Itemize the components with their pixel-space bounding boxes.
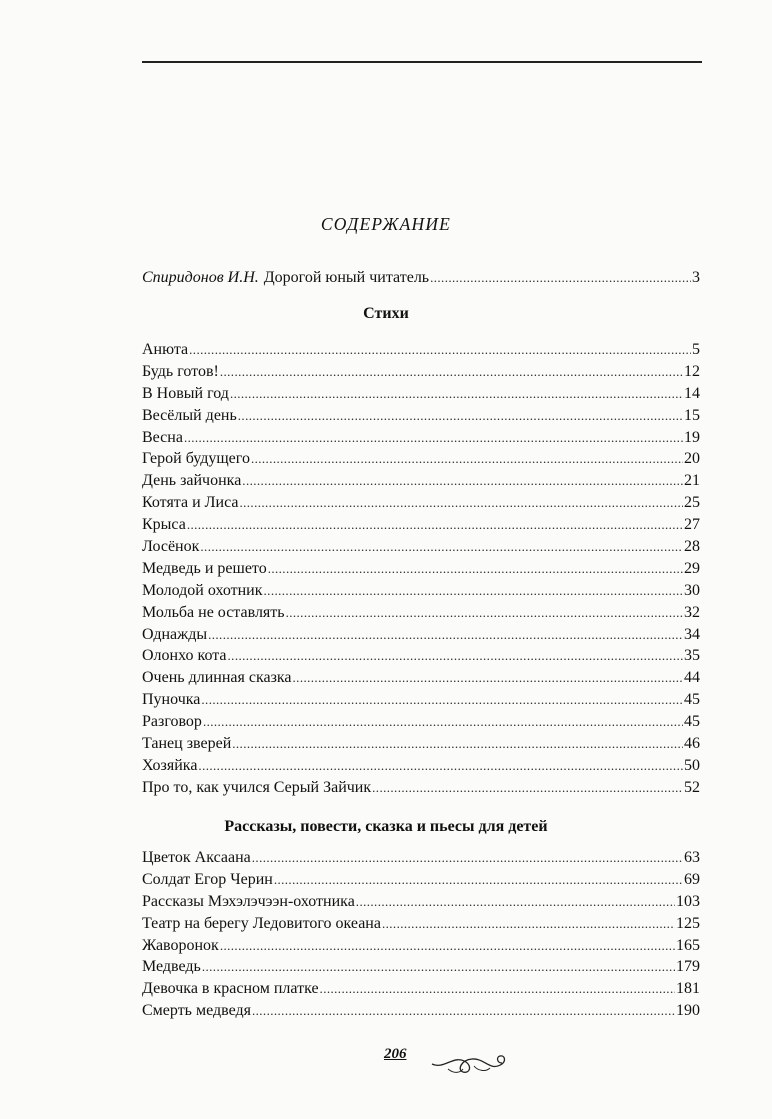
dot-leader [239, 492, 683, 514]
entry-page-number: 52 [684, 778, 700, 796]
toc-entry [142, 383, 700, 405]
dot-leader [203, 711, 683, 733]
dot-leader [208, 624, 683, 646]
dot-leader [382, 913, 675, 935]
entry-page-number: 30 [684, 581, 700, 599]
entry-page-number: 103 [676, 892, 700, 910]
dot-leader [230, 383, 683, 405]
entry-title: Анюта [142, 341, 189, 358]
entry-title: Очень длинная сказка [142, 669, 292, 687]
entry-title: Жаворонок [142, 936, 219, 954]
dot-leader [286, 602, 683, 624]
entry-title: Молодой охотник [142, 581, 263, 599]
entry-list-poems [142, 339, 700, 799]
dot-leader [242, 470, 683, 492]
entry-title: Герой будущего [142, 450, 250, 468]
entry-page-number: 35 [684, 647, 700, 665]
entry-title: Про то, как учился Серый Зайчик [142, 778, 372, 796]
toc-entry [142, 492, 700, 514]
dot-leader [202, 956, 675, 978]
dot-leader [356, 891, 675, 913]
dot-leader [320, 978, 675, 1000]
dot-leader [228, 645, 683, 667]
entry-list-prose [142, 847, 700, 1022]
entry-title: Весна [142, 428, 183, 446]
entry-title: Хозяйка [142, 756, 198, 774]
entry-title: Мольба не оставлять [142, 603, 285, 621]
toc-entry [142, 956, 700, 978]
toc-entry-intro [142, 267, 700, 289]
dot-leader [238, 405, 683, 427]
page-title: СОДЕРЖАНИЕ [320, 214, 452, 234]
entry-page-number: 15 [684, 406, 700, 424]
section-heading-prose: Рассказы, повести, сказка и пьесы для детей [224, 818, 548, 835]
entry-page-number: 181 [676, 980, 700, 998]
entry-page-number: 12 [684, 362, 700, 380]
entry-page-number: 45 [684, 713, 700, 731]
entry-title: Пуночка [142, 691, 201, 709]
entry-page-number: 28 [684, 538, 700, 556]
dot-leader [274, 869, 683, 891]
entry-title: Лосёнок [142, 538, 200, 556]
entry-title: Весёлый день [142, 406, 237, 424]
toc-entry [142, 602, 700, 624]
entry-title: Медведь [142, 958, 201, 976]
intro-title: Дорогой юный читатель [263, 269, 430, 286]
entry-title: В Новый год [142, 384, 229, 402]
entry-page-number: 50 [684, 756, 700, 774]
toc-entry [142, 733, 700, 755]
entry-title: День зайчонка [142, 472, 242, 490]
entry-title: Солдат Егор Черин [142, 870, 273, 888]
dot-leader [268, 558, 683, 580]
toc-entry [142, 755, 700, 777]
dot-leader [184, 427, 683, 449]
dot-leader [372, 777, 683, 799]
toc-entry [142, 514, 700, 536]
dot-leader [189, 339, 691, 361]
entry-page-number: 46 [684, 735, 700, 753]
toc-entry [142, 470, 700, 492]
dot-leader [201, 689, 683, 711]
dot-leader [200, 536, 683, 558]
entry-title: Будь готов! [142, 362, 219, 380]
toc-entry [142, 536, 700, 558]
page-number: 206 [384, 1046, 407, 1062]
entry-page-number: 25 [684, 494, 700, 512]
entry-page-number: 179 [676, 958, 700, 976]
intro-page: 3 [692, 269, 700, 286]
toc-entry [142, 427, 700, 449]
dot-leader [251, 448, 683, 470]
entry-page-number: 5 [692, 341, 700, 358]
flourish-ornament-icon [430, 1048, 510, 1078]
entry-title: Рассказы Мэхэлэчээн-охотника [142, 892, 355, 910]
entry-page-number: 19 [684, 428, 700, 446]
entry-page-number: 27 [684, 516, 700, 534]
entry-page-number: 21 [684, 472, 700, 490]
entry-title: Разговор [142, 713, 202, 731]
toc-entry [142, 448, 700, 470]
entry-page-number: 165 [676, 936, 700, 954]
section-heading-poems: Стихи [363, 305, 409, 322]
dot-leader [187, 514, 683, 536]
entry-title: Крыса [142, 516, 186, 534]
toc-entry [142, 711, 700, 733]
toc-entry [142, 558, 700, 580]
entry-page-number: 14 [684, 384, 700, 402]
toc-entry [142, 1000, 700, 1022]
entry-page-number: 63 [684, 849, 700, 866]
toc-entry [142, 891, 700, 913]
dot-leader [252, 847, 683, 869]
toc-entry [142, 869, 700, 891]
entry-title: Олонхо кота [142, 647, 227, 665]
toc-entry [142, 689, 700, 711]
entry-page-number: 44 [684, 669, 700, 687]
dot-leader [232, 733, 683, 755]
toc-entry [142, 847, 700, 869]
entry-page-number: 190 [676, 1002, 700, 1020]
entry-title: Смерть медведя [142, 1002, 251, 1020]
toc-entry [142, 935, 700, 957]
header-rule [142, 61, 702, 63]
entry-page-number: 32 [684, 603, 700, 621]
entry-title: Цветок Аксаана [142, 849, 251, 866]
dot-leader [220, 935, 675, 957]
entry-title: Танец зверей [142, 735, 232, 753]
intro-author: Спиридонов И.Н. [142, 269, 259, 286]
dot-leader [293, 667, 683, 689]
dot-leader [220, 361, 683, 383]
page-footer [370, 1042, 520, 1082]
entry-title: Медведь и решето [142, 559, 267, 577]
toc-entry [142, 361, 700, 383]
entry-page-number: 34 [684, 625, 700, 643]
toc-entry [142, 580, 700, 602]
entry-title: Театр на берегу Ледовитого океана [142, 914, 381, 932]
entry-page-number: 69 [684, 870, 700, 888]
dot-leader [252, 1000, 675, 1022]
toc-entry [142, 405, 700, 427]
dot-leader [430, 267, 691, 289]
entry-page-number: 29 [684, 559, 700, 577]
toc-entry [142, 645, 700, 667]
toc-entry [142, 978, 700, 1000]
entry-title: Котята и Лиса [142, 494, 239, 512]
entry-page-number: 125 [676, 914, 700, 932]
dot-leader [264, 580, 683, 602]
toc-entry [142, 339, 700, 361]
entry-page-number: 45 [684, 691, 700, 709]
entry-page-number: 20 [684, 450, 700, 468]
entry-title: Девочка в красном платке [142, 980, 319, 998]
toc-entry [142, 624, 700, 646]
toc-entry [142, 667, 700, 689]
toc-entry [142, 913, 700, 935]
toc-entry [142, 777, 700, 799]
dot-leader [198, 755, 683, 777]
entry-title: Однажды [142, 625, 208, 643]
